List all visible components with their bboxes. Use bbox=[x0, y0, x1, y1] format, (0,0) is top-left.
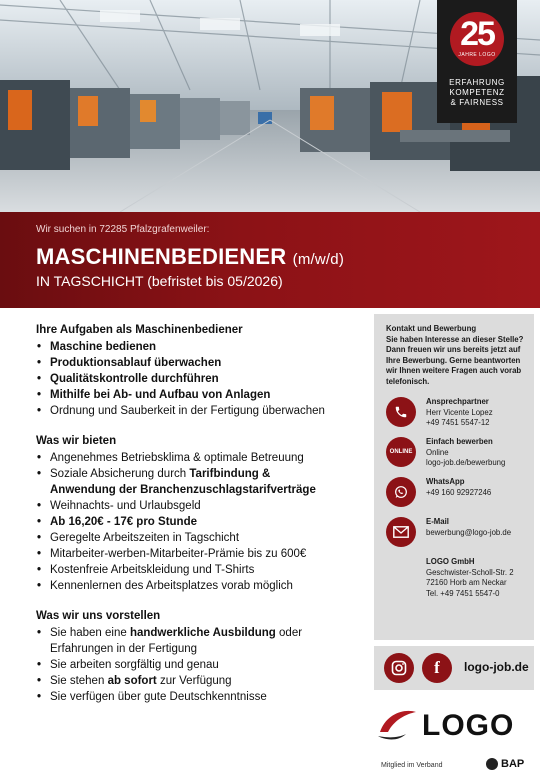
tasks-section bbox=[36, 322, 372, 419]
list-item-text: Soziale Absicherung durch bbox=[50, 468, 187, 480]
logo-swoosh-icon bbox=[376, 706, 418, 744]
membership-note: Mitglied im Verband bbox=[381, 762, 443, 769]
badge-claim-line: ERFAHRUNG bbox=[449, 78, 505, 87]
list-item: • Sie verfügen über gute Deutschkenntnisse bbox=[36, 689, 372, 705]
website-link[interactable]: logo-job.de bbox=[464, 660, 529, 674]
online-apply-icon bbox=[386, 437, 416, 467]
contact-label: E-Mail bbox=[426, 517, 449, 526]
section-title: Was wir bieten bbox=[36, 435, 117, 447]
company-address bbox=[386, 557, 524, 599]
company-street: Geschwister-Scholl-Str. 2 bbox=[426, 567, 514, 577]
online-icon-label: ONLINE bbox=[389, 448, 413, 455]
contact-text: Online bbox=[426, 447, 449, 457]
list-item-bold: Anwendung der Branchenzuschlagstarifverträge bbox=[50, 484, 316, 496]
list-item-salary: • Ab 16,20€ - 17€ pro Stunde bbox=[36, 514, 372, 530]
job-title-banner bbox=[0, 212, 540, 308]
job-description bbox=[36, 322, 372, 719]
list-item: • Qualitätskontrolle durchführen bbox=[36, 371, 372, 387]
list-item: • Produktionsablauf überwachen bbox=[36, 355, 372, 371]
offer-section bbox=[36, 433, 372, 594]
job-title bbox=[36, 244, 344, 270]
contact-email bbox=[386, 517, 524, 551]
bap-text: BAP bbox=[501, 758, 525, 770]
whatsapp-icon bbox=[386, 477, 416, 507]
list-item: • Mithilfe bei Ab- und Aufbau von Anlagen bbox=[36, 387, 372, 403]
anniversary-badge bbox=[437, 0, 517, 123]
logo-wordmark: LOGO bbox=[422, 709, 515, 742]
email-link[interactable]: bewerbung@logo-job.de bbox=[426, 527, 512, 537]
banner-location: Wir suchen in 72285 Pfalzgrafenweiler: bbox=[36, 224, 210, 235]
offer-list bbox=[36, 450, 372, 594]
contact-panel bbox=[374, 314, 534, 640]
list-item: • Ordnung und Sauberkeit in der Fertigung überwachen bbox=[36, 403, 372, 419]
list-item: • Kennenlernen des Arbeitsplatzes vorab möglich bbox=[36, 578, 372, 594]
social-bar bbox=[374, 646, 534, 690]
badge-claim-line: KOMPETENZ bbox=[449, 88, 505, 97]
phone-icon bbox=[386, 397, 416, 427]
list-item bbox=[36, 625, 372, 657]
list-item: • Angenehmes Betriebsklima & optimale Betreuung bbox=[36, 450, 372, 466]
bap-dot-icon bbox=[486, 758, 498, 770]
list-item-bold: handwerkliche Ausbildung bbox=[129, 627, 276, 639]
list-item: • Sie arbeiten sorgfältig und genau bbox=[36, 657, 372, 673]
list-item-bold: Tarifbindung & bbox=[189, 468, 271, 480]
list-item-text: Erfahrungen in der Fertigung bbox=[50, 643, 198, 655]
list-item-text: oder bbox=[275, 627, 303, 639]
bap-logo bbox=[486, 758, 524, 770]
company-name: LOGO GmbH bbox=[426, 557, 475, 566]
facebook-icon[interactable]: f bbox=[422, 653, 452, 683]
company-city: 72160 Horb am Neckar bbox=[426, 578, 507, 587]
job-title-text: MASCHINENBEDIENER bbox=[36, 244, 287, 269]
badge-claim bbox=[441, 78, 513, 108]
list-item: • Mitarbeiter-werben-Mitarbeiter-Prämie bis zu 600€ bbox=[36, 546, 372, 562]
contact-label: Ansprechpartner bbox=[426, 397, 489, 406]
contact-heading: Kontakt und Bewerbung bbox=[386, 324, 477, 333]
list-item: • Maschine bedienen bbox=[36, 339, 372, 355]
job-subtitle: IN TAGSCHICHT (befristet bis 05/2026) bbox=[36, 273, 283, 289]
contact-label: WhatsApp bbox=[426, 477, 465, 486]
contact-name: Herr Vicente Lopez bbox=[426, 407, 493, 417]
list-item-text: zur Verfügung bbox=[156, 675, 232, 687]
list-item: • Weihnachts- und Urlaubsgeld bbox=[36, 498, 372, 514]
list-item bbox=[36, 466, 372, 498]
list-item: • Kostenfreie Arbeitskleidung und T-Shirts bbox=[36, 562, 372, 578]
profile-section bbox=[36, 608, 372, 705]
company-phone[interactable]: Tel. +49 7451 5547-0 bbox=[426, 588, 500, 598]
gender-suffix: (m/w/d) bbox=[292, 251, 345, 268]
tasks-list bbox=[36, 339, 372, 419]
contact-label: Einfach bewerben bbox=[426, 437, 493, 446]
list-item-text: Sie haben eine bbox=[50, 627, 127, 639]
contact-online bbox=[386, 437, 524, 471]
whatsapp-number[interactable]: +49 160 92927246 bbox=[426, 487, 492, 497]
section-title: Was wir uns vorstellen bbox=[36, 610, 161, 622]
contact-person bbox=[386, 397, 524, 431]
instagram-icon[interactable] bbox=[384, 653, 414, 683]
profile-list bbox=[36, 625, 372, 705]
email-icon bbox=[386, 517, 416, 547]
list-item: • Geregelte Arbeitszeiten in Tagschicht bbox=[36, 530, 372, 546]
badge-claim-line: & FAIRNESS bbox=[450, 98, 504, 107]
contact-whatsapp bbox=[386, 477, 524, 511]
badge-number: 25 bbox=[460, 15, 494, 53]
online-apply-link[interactable]: logo-job.de/bewerbung bbox=[426, 458, 506, 467]
contact-intro: Sie haben Interesse an dieser Stelle? Dann freuen wir uns bereits jetzt auf Ihre Bewerbung. Gerne beantworten wir Ihnen weitere Fragen auch vorab telefonisch. bbox=[386, 334, 524, 386]
list-item-text: Sie stehen bbox=[50, 675, 105, 687]
contact-phone[interactable]: +49 7451 5547-12 bbox=[426, 418, 490, 427]
section-title: Ihre Aufgaben als Maschinenbediener bbox=[36, 324, 243, 336]
list-item bbox=[36, 673, 372, 689]
company-logo bbox=[376, 706, 536, 746]
badge-subline: JAHRE LOGO bbox=[458, 52, 496, 58]
list-item-bold: ab sofort bbox=[107, 675, 157, 687]
